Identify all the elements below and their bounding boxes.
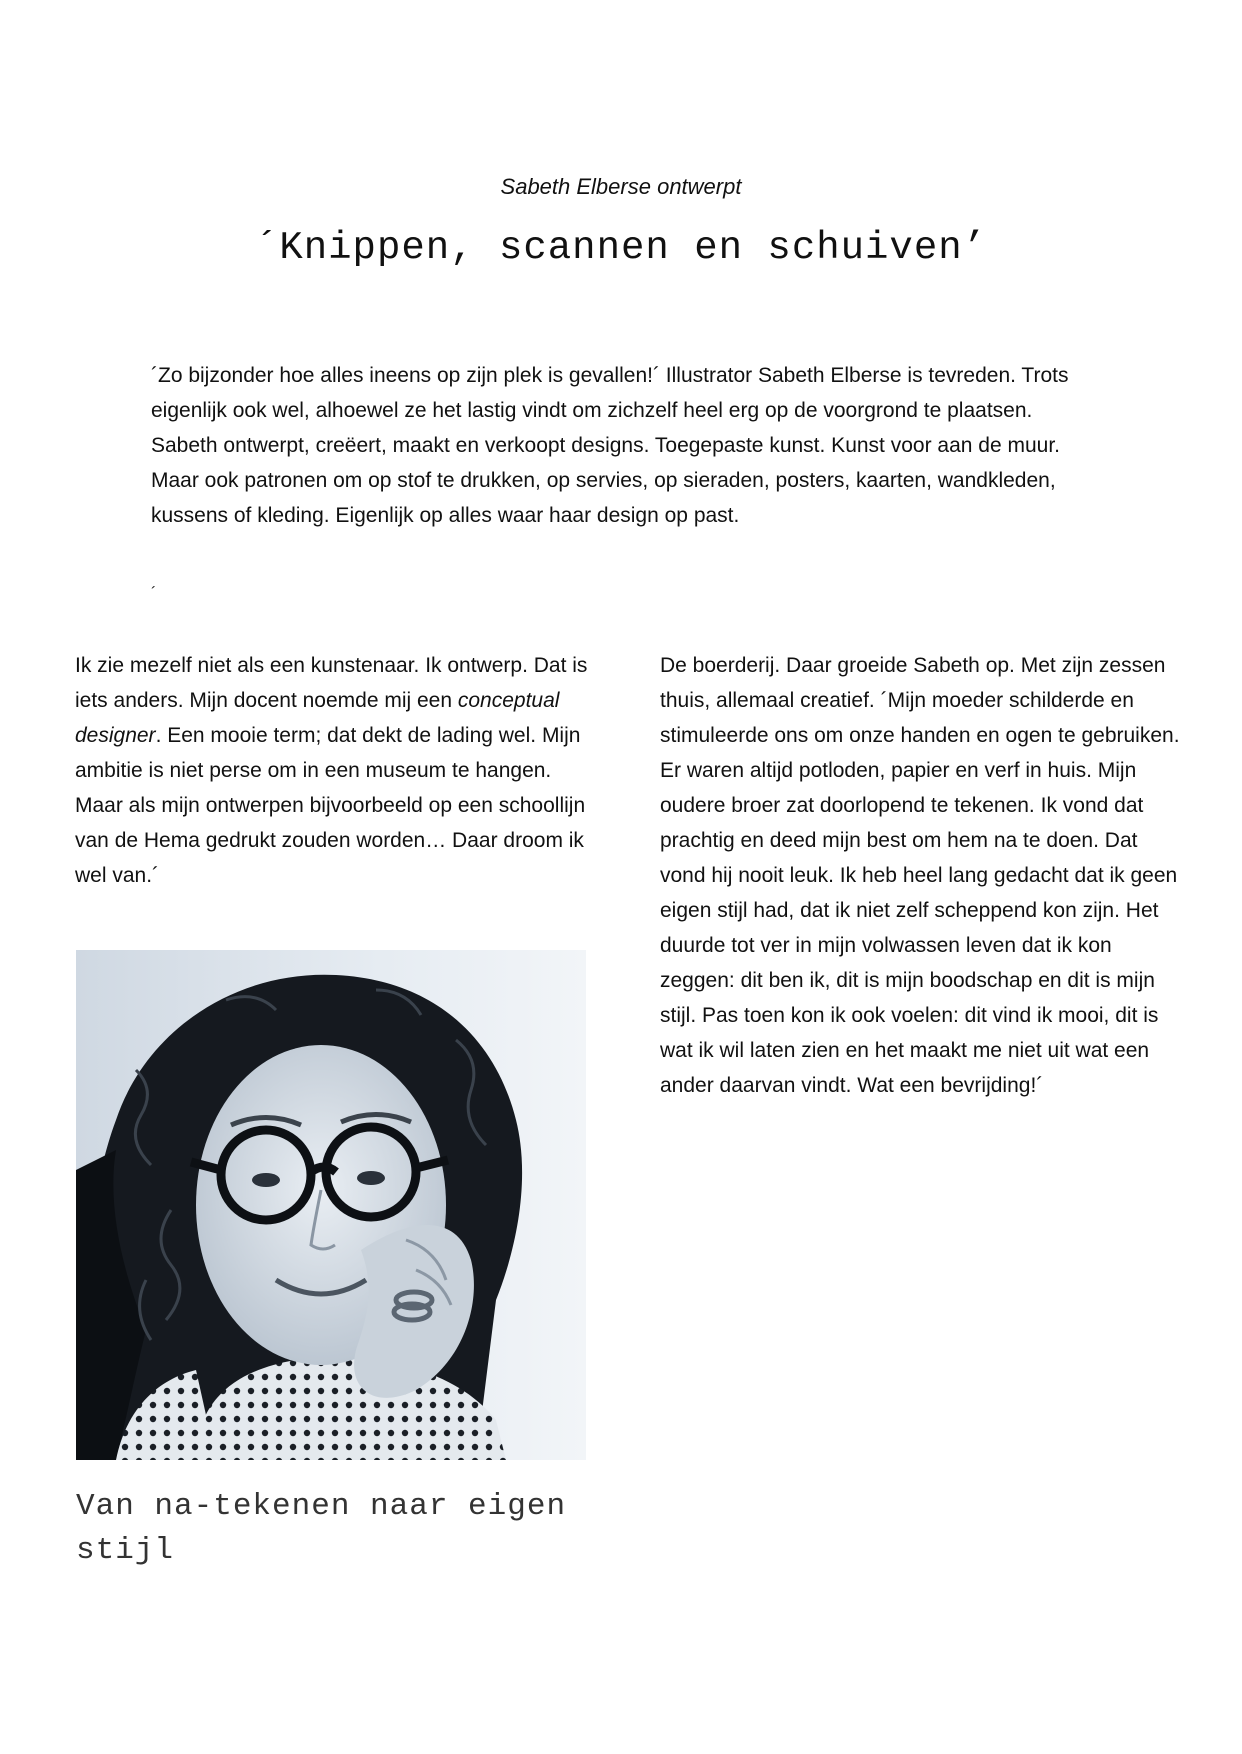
- left-text-part2: . Een mooie term; dat dekt de lading wel. Mijn ambitie is niet perse om in een museum te hangen. Maar als mijn ontwerpen bijvoorbeeld op een schoollijn van de Hema gedrukt zouden worden… Daar droom ik wel van.´: [75, 724, 586, 887]
- subheading: Van na-tekenen naar eigen stijl: [76, 1489, 567, 1568]
- left-column-text: [75, 648, 595, 893]
- headline: ´Knippen, scannen en schuiven’: [254, 226, 988, 270]
- right-column-text: De boerderij. Daar groeide Sabeth op. Met zijn zessen thuis, allemaal creatief. ´Mijn moeder schilderde en stimuleerde ons om onze handen en ogen te gebruiken. Er waren altijd potloden, papier en verf in huis. Mijn oudere broer zat doorlopend te tekenen. Ik vond dat prachtig en deed mijn best om hem na te doen. Dat vond hij nooit leuk. Ik heb heel lang gedacht dat ik geen eigen stijl had, dat ik niet zelf scheppend kon zijn. Het duurde tot ver in mijn volwassen leven dat ik kon zeggen: dit ben ik, dit is mijn boodschap en dit is mijn stijl. Pas toen kon ik ook voelen: dit vind ik mooi, dit is wat ik wil laten zien en het maakt me niet uit wat een ander daarvan vindt. Wat een bevrijding!´: [660, 654, 1180, 1097]
- stray-mark: ´: [151, 585, 157, 602]
- left-text-part1: Ik zie mezelf niet als een kunstenaar. Ik ontwerp. Dat is iets anders. Mijn docent noemde mij een: [75, 654, 588, 712]
- emphasis-term: conceptual designer: [75, 689, 560, 747]
- kicker: Sabeth Elberse ontwerpt: [500, 174, 742, 199]
- portrait-photo: [76, 950, 586, 1460]
- intro-paragraph: ´Zo bijzonder hoe alles ineens op zijn plek is gevallen!´ Illustrator Sabeth Elberse is tevreden. Trots eigenlijk ook wel, alhoewel ze het lastig vindt om zichzelf heel erg op de voorgrond te plaatsen. Sabeth ontwerpt, creëert, maakt en verkoopt designs. Toegepaste kunst. Kunst voor aan de muur. Maar ook patronen om op stof te drukken, op servies, op sieraden, posters, kaarten, wandkleden, kussens of kleding. Eigenlijk op alles waar haar design op past.: [151, 364, 1069, 527]
